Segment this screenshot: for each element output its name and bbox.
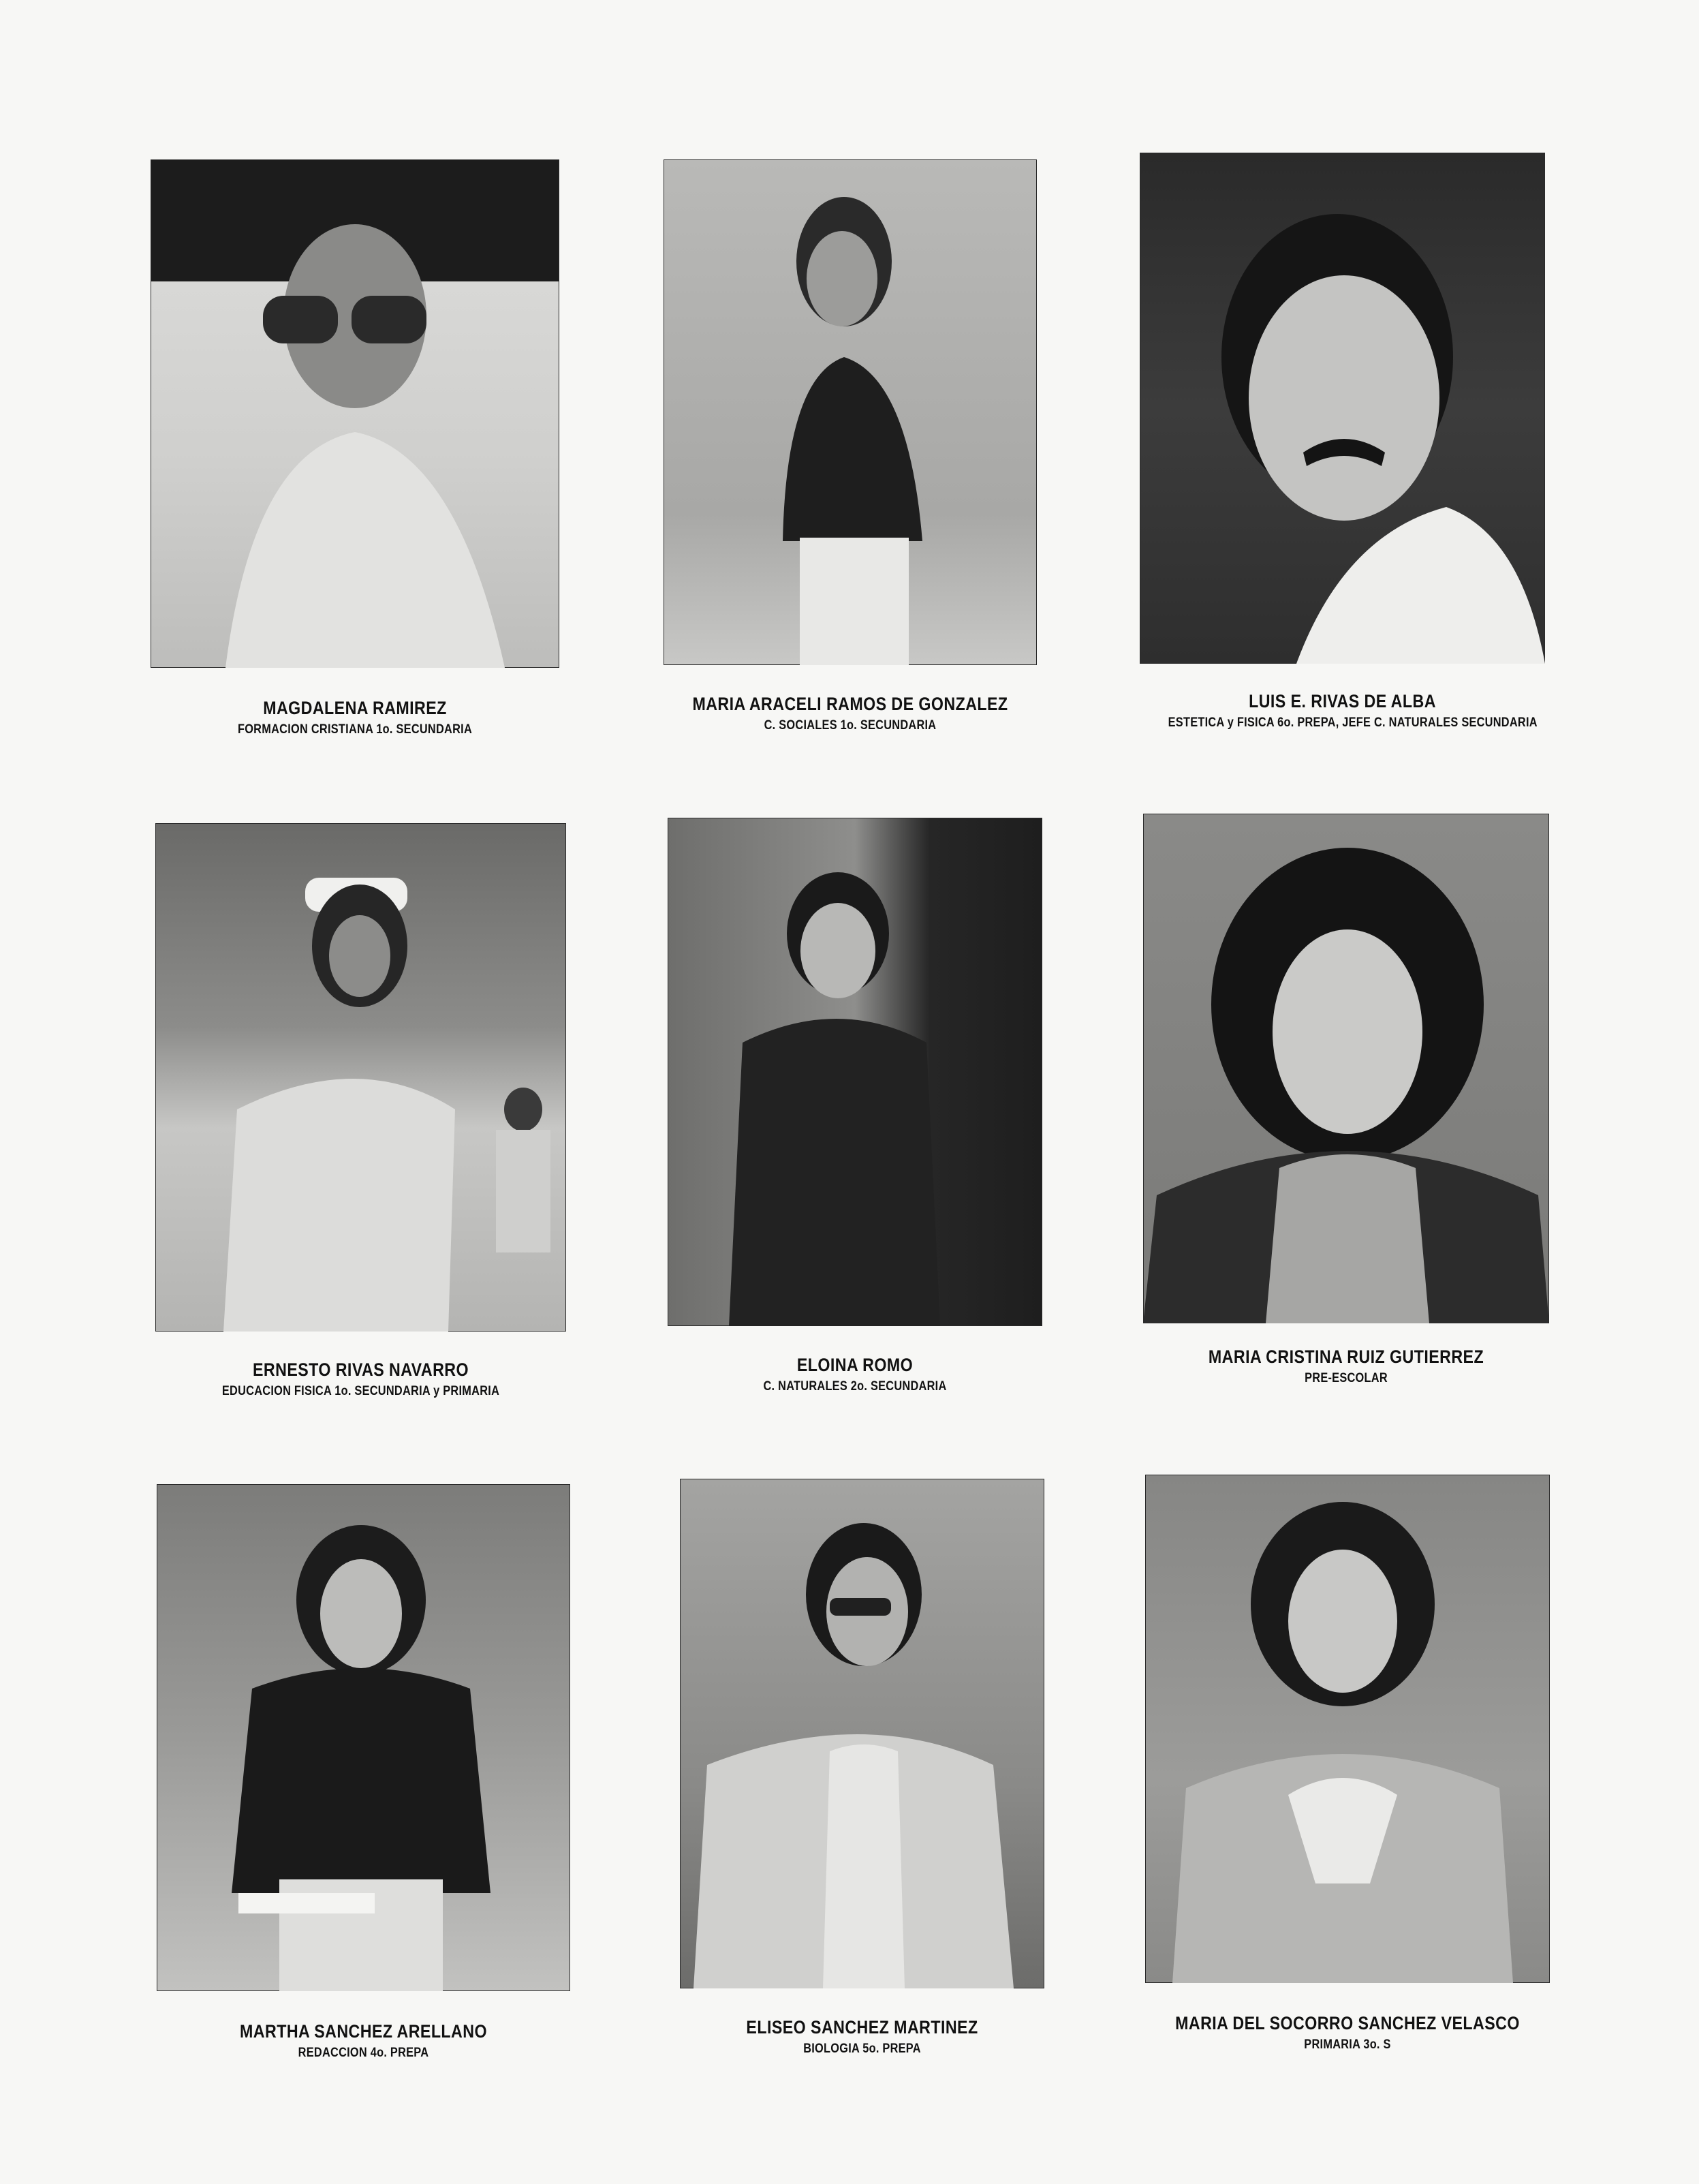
portrait-photo: [155, 823, 566, 1332]
faculty-subject: EDUCACION FISICA 1o. SECUNDARIA y PRIMARIA: [221, 1384, 500, 1398]
faculty-name: ELISEO SANCHEZ MARTINEZ: [746, 2017, 978, 2037]
faculty-card: [668, 818, 1042, 1409]
faculty-card: [1143, 814, 1549, 1409]
portrait-photo: [664, 159, 1037, 665]
faculty-card: [151, 159, 559, 745]
portrait-photo: [1145, 1475, 1550, 1983]
faculty-subject: REDACCION 4o. PREPA: [298, 2046, 429, 2060]
portrait-photo: [1140, 153, 1545, 664]
faculty-name: MARIA ARACELI RAMOS DE GONZALEZ: [692, 694, 1008, 714]
faculty-card: [1140, 153, 1545, 745]
faculty-subject: PRIMARIA 3o. S: [1304, 2037, 1391, 2052]
faculty-name: MARTHA SANCHEZ ARELLANO: [240, 2021, 487, 2042]
faculty-card: [1145, 1475, 1550, 2063]
faculty-subject: C. NATURALES 2o. SECUNDARIA: [763, 1379, 947, 1394]
faculty-name: LUIS E. RIVAS DE ALBA: [1249, 691, 1436, 711]
portrait-photo: [157, 1484, 570, 1991]
portrait-photo: [1143, 814, 1549, 1323]
faculty-name: MARIA DEL SOCORRO SANCHEZ VELASCO: [1175, 2013, 1520, 2033]
portrait-photo: [680, 1479, 1044, 1988]
faculty-name: ERNESTO RIVAS NAVARRO: [253, 1359, 469, 1380]
faculty-name: MAGDALENA RAMIREZ: [263, 698, 447, 718]
faculty-subject: BIOLOGIA 5o. PREPA: [803, 2042, 921, 2056]
portrait-photo: [668, 818, 1042, 1326]
faculty-name: MARIA CRISTINA RUIZ GUTIERREZ: [1208, 1347, 1484, 1367]
faculty-subject: ESTETICA y FISICA 6o. PREPA, JEFE C. NATURALES SECUNDARIA: [1168, 716, 1538, 730]
faculty-subject: FORMACION CRISTIANA 1o. SECUNDARIA: [237, 722, 473, 737]
portrait-photo: [151, 159, 559, 668]
faculty-card: [157, 1484, 570, 2070]
faculty-card: [680, 1479, 1044, 2065]
faculty-subject: PRE-ESCOLAR: [1305, 1371, 1388, 1385]
faculty-subject: C. SOCIALES 1o. SECUNDARIA: [764, 718, 937, 733]
faculty-card: [155, 823, 566, 1409]
faculty-name: ELOINA ROMO: [796, 1355, 914, 1375]
faculty-card: [664, 159, 1037, 745]
